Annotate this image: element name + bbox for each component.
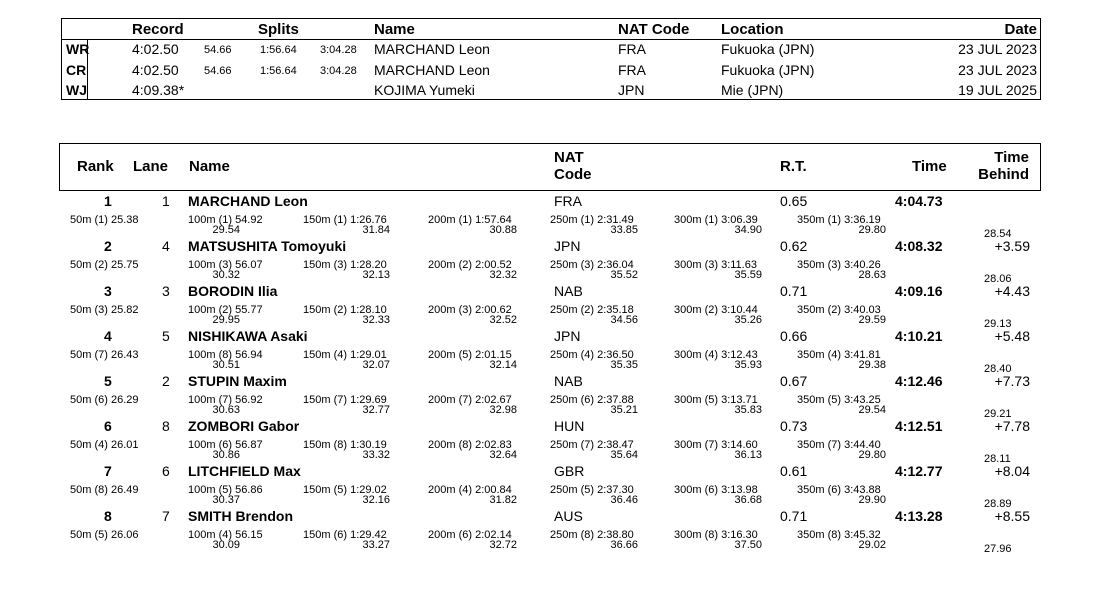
diff-100: 29.95	[212, 314, 240, 326]
diff-300: 36.68	[734, 494, 762, 506]
final-time: 4:12.46	[895, 373, 943, 389]
nat-code: HUN	[554, 418, 585, 434]
header-name: Name	[189, 158, 230, 175]
split-250: 250m (6) 2:37.88	[550, 394, 634, 406]
lane: 2	[162, 373, 170, 389]
diff-200: 30.88	[489, 224, 517, 236]
record-split-1: 54.66	[204, 65, 232, 77]
header-code: Code	[554, 166, 592, 183]
diff-250: 35.21	[610, 404, 638, 416]
rank: 2	[104, 238, 112, 254]
diff-250: 36.66	[610, 539, 638, 551]
rank: 8	[104, 508, 112, 524]
diff-400: 28.06	[984, 273, 1012, 285]
final-time: 4:10.21	[895, 328, 943, 344]
record-date: 23 JUL 2023	[958, 62, 1037, 78]
diff-150: 31.84	[362, 224, 390, 236]
time-behind: +3.59	[994, 238, 1030, 254]
diff-200: 32.98	[489, 404, 517, 416]
split-100: 100m (6) 56.87	[188, 439, 263, 451]
split-50: 50m (1) 25.38	[70, 214, 139, 226]
split-150: 150m (7) 1:29.69	[303, 394, 387, 406]
time-behind: +4.43	[994, 283, 1030, 299]
split-150: 150m (8) 1:30.19	[303, 439, 387, 451]
split-150: 150m (1) 1:26.76	[303, 214, 387, 226]
table-row	[0, 508, 1100, 553]
lane: 1	[162, 193, 170, 209]
diff-100: 29.54	[212, 224, 240, 236]
record-name: KOJIMA Yumeki	[374, 82, 475, 98]
lane: 6	[162, 463, 170, 479]
record-name: MARCHAND Leon	[374, 41, 490, 57]
split-100: 100m (8) 56.94	[188, 349, 263, 361]
diff-350: 29.80	[858, 224, 886, 236]
record-time: 4:02.50	[132, 41, 179, 57]
diff-300: 35.93	[734, 359, 762, 371]
split-200: 200m (3) 2:00.62	[428, 304, 512, 316]
split-200: 200m (5) 2:01.15	[428, 349, 512, 361]
split-100: 100m (5) 56.86	[188, 484, 263, 496]
time-behind: +7.73	[994, 373, 1030, 389]
records-table	[61, 18, 1041, 100]
diff-400: 27.96	[984, 543, 1012, 555]
diff-100: 30.63	[212, 404, 240, 416]
diff-300: 35.83	[734, 404, 762, 416]
nat-code: JPN	[554, 238, 581, 254]
rank: 5	[104, 373, 112, 389]
results-header	[59, 143, 1041, 191]
record-split-3: 3:04.28	[320, 65, 357, 77]
split-250: 250m (2) 2:35.18	[550, 304, 634, 316]
diff-400: 28.89	[984, 498, 1012, 510]
nat-code: AUS	[554, 508, 583, 524]
split-50: 50m (3) 25.82	[70, 304, 139, 316]
split-350: 350m (3) 3:40.26	[797, 259, 881, 271]
record-location: Fukuoka (JPN)	[721, 41, 815, 57]
diff-300: 36.13	[734, 449, 762, 461]
split-200: 200m (6) 2:02.14	[428, 529, 512, 541]
diff-100: 30.37	[212, 494, 240, 506]
record-row-wr	[62, 39, 1040, 59]
table-row	[0, 463, 1100, 508]
diff-150: 33.27	[362, 539, 390, 551]
records-header-splits: Splits	[258, 21, 299, 38]
diff-250: 35.35	[610, 359, 638, 371]
split-100: 100m (2) 55.77	[188, 304, 263, 316]
split-150: 150m (5) 1:29.02	[303, 484, 387, 496]
athlete-name: LITCHFIELD Max	[188, 463, 301, 479]
record-row-wj	[62, 80, 1040, 100]
split-350: 350m (7) 3:44.40	[797, 439, 881, 451]
split-150: 150m (4) 1:29.01	[303, 349, 387, 361]
diff-350: 29.80	[858, 449, 886, 461]
diff-300: 35.26	[734, 314, 762, 326]
nat-code: JPN	[554, 328, 581, 344]
nat-code: GBR	[554, 463, 585, 479]
split-350: 350m (6) 3:43.88	[797, 484, 881, 496]
time-behind: +5.48	[994, 328, 1030, 344]
split-250: 250m (7) 2:38.47	[550, 439, 634, 451]
lane: 3	[162, 283, 170, 299]
lane: 7	[162, 508, 170, 524]
split-250: 250m (3) 2:36.04	[550, 259, 634, 271]
diff-400: 28.11	[984, 453, 1011, 465]
record-row-cr	[62, 60, 1040, 80]
diff-250: 36.46	[610, 494, 638, 506]
reaction-time: 0.73	[780, 418, 808, 434]
split-50: 50m (2) 25.75	[70, 259, 139, 271]
diff-250: 33.85	[610, 224, 638, 236]
final-time: 4:12.77	[895, 463, 943, 479]
rank: 3	[104, 283, 112, 299]
diff-150: 33.32	[362, 449, 390, 461]
split-50: 50m (5) 26.06	[70, 529, 139, 541]
record-location: Mie (JPN)	[721, 82, 784, 98]
diff-300: 37.50	[734, 539, 762, 551]
table-row	[0, 373, 1100, 418]
split-200: 200m (2) 2:00.52	[428, 259, 512, 271]
rank: 6	[104, 418, 112, 434]
split-100: 100m (4) 56.15	[188, 529, 263, 541]
header-time-behind-2: Behind	[978, 166, 1029, 183]
diff-400: 29.13	[984, 318, 1012, 330]
records-header-nat: NAT Code	[618, 21, 690, 38]
diff-150: 32.16	[362, 494, 390, 506]
diff-150: 32.07	[362, 359, 390, 371]
lane: 8	[162, 418, 170, 434]
header-lane: Lane	[133, 158, 169, 175]
diff-100: 30.32	[212, 269, 240, 281]
diff-150: 32.77	[362, 404, 390, 416]
diff-100: 30.09	[212, 539, 240, 551]
diff-350: 29.59	[858, 314, 886, 326]
header-time-behind-1: Time	[994, 149, 1029, 166]
lane: 4	[162, 238, 170, 254]
split-150: 150m (2) 1:28.10	[303, 304, 387, 316]
records-header-name: Name	[374, 21, 415, 38]
rank: 4	[104, 328, 112, 344]
record-location: Fukuoka (JPN)	[721, 62, 815, 78]
lane: 5	[162, 328, 170, 344]
diff-300: 35.59	[734, 269, 762, 281]
diff-400: 29.21	[984, 408, 1012, 420]
athlete-name: STUPIN Maxim	[188, 373, 287, 389]
diff-350: 29.02	[858, 539, 886, 551]
header-nat: NAT	[554, 149, 584, 166]
diff-100: 30.86	[212, 449, 240, 461]
athlete-name: SMITH Brendon	[188, 508, 293, 524]
nat-code: NAB	[554, 373, 583, 389]
athlete-name: NISHIKAWA Asaki	[188, 328, 308, 344]
table-row	[0, 283, 1100, 328]
split-50: 50m (6) 26.29	[70, 394, 139, 406]
final-time: 4:13.28	[895, 508, 943, 524]
split-300: 300m (1) 3:06.39	[674, 214, 758, 226]
diff-200: 31.82	[489, 494, 517, 506]
athlete-name: ZOMBORI Gabor	[188, 418, 300, 434]
record-time: 4:02.50	[132, 62, 179, 78]
diff-350: 29.38	[858, 359, 886, 371]
nat-code: NAB	[554, 283, 583, 299]
diff-200: 32.32	[489, 269, 517, 281]
split-350: 350m (1) 3:36.19	[797, 214, 881, 226]
split-50: 50m (7) 26.43	[70, 349, 139, 361]
diff-150: 32.33	[362, 314, 390, 326]
split-350: 350m (8) 3:45.32	[797, 529, 881, 541]
split-200: 200m (7) 2:02.67	[428, 394, 512, 406]
split-300: 300m (5) 3:13.71	[674, 394, 758, 406]
split-250: 250m (1) 2:31.49	[550, 214, 634, 226]
split-300: 300m (3) 3:11.63	[674, 259, 757, 271]
time-behind: +8.04	[994, 463, 1030, 479]
diff-400: 28.54	[984, 228, 1012, 240]
reaction-time: 0.71	[780, 508, 808, 524]
records-header	[62, 19, 1040, 40]
diff-200: 32.64	[489, 449, 517, 461]
split-200: 200m (4) 2:00.84	[428, 484, 512, 496]
rank: 7	[104, 463, 112, 479]
diff-300: 34.90	[734, 224, 762, 236]
header-rt: R.T.	[780, 158, 807, 175]
reaction-time: 0.65	[780, 193, 808, 209]
record-split-1: 54.66	[204, 44, 232, 56]
diff-350: 29.90	[858, 494, 886, 506]
header-time: Time	[912, 158, 947, 175]
rank: 1	[104, 193, 112, 209]
record-time: 4:09.38*	[132, 82, 185, 98]
record-split-2: 1:56.64	[260, 44, 297, 56]
final-time: 4:12.51	[895, 418, 943, 434]
split-250: 250m (5) 2:37.30	[550, 484, 634, 496]
reaction-time: 0.62	[780, 238, 808, 254]
record-type: WJ	[66, 82, 87, 98]
reaction-time: 0.67	[780, 373, 808, 389]
records-header-record: Record	[132, 21, 184, 38]
record-type: CR	[66, 62, 87, 78]
athlete-name: MATSUSHITA Tomoyuki	[188, 238, 347, 254]
diff-100: 30.51	[212, 359, 240, 371]
split-300: 300m (7) 3:14.60	[674, 439, 758, 451]
record-date: 19 JUL 2025	[958, 82, 1037, 98]
split-300: 300m (6) 3:13.98	[674, 484, 758, 496]
diff-250: 35.64	[610, 449, 638, 461]
split-100: 100m (3) 56.07	[188, 259, 263, 271]
split-100: 100m (1) 54.92	[188, 214, 263, 226]
record-split-2: 1:56.64	[260, 65, 297, 77]
record-type: WR	[66, 41, 90, 57]
diff-250: 34.56	[610, 314, 638, 326]
final-time: 4:08.32	[895, 238, 943, 254]
split-350: 350m (2) 3:40.03	[797, 304, 881, 316]
record-date: 23 JUL 2023	[958, 41, 1037, 57]
split-200: 200m (1) 1:57.64	[428, 214, 512, 226]
split-150: 150m (3) 1:28.20	[303, 259, 387, 271]
header-rank: Rank	[77, 158, 114, 175]
table-row	[0, 328, 1100, 373]
split-300: 300m (4) 3:12.43	[674, 349, 758, 361]
table-row	[0, 238, 1100, 283]
diff-200: 32.72	[489, 539, 517, 551]
diff-350: 29.54	[858, 404, 886, 416]
split-300: 300m (2) 3:10.44	[674, 304, 758, 316]
split-350: 350m (4) 3:41.81	[797, 349, 881, 361]
split-200: 200m (8) 2:02.83	[428, 439, 512, 451]
split-350: 350m (5) 3:43.25	[797, 394, 881, 406]
final-time: 4:09.16	[895, 283, 943, 299]
diff-400: 28.40	[984, 363, 1012, 375]
split-250: 250m (8) 2:38.80	[550, 529, 634, 541]
split-50: 50m (8) 26.49	[70, 484, 139, 496]
records-header-date: Date	[1004, 21, 1037, 38]
record-nat: FRA	[618, 41, 646, 57]
athlete-name: MARCHAND Leon	[188, 193, 308, 209]
diff-150: 32.13	[362, 269, 390, 281]
diff-350: 28.63	[858, 269, 886, 281]
nat-code: FRA	[554, 193, 582, 209]
time-behind: +7.78	[994, 418, 1030, 434]
reaction-time: 0.66	[780, 328, 808, 344]
table-row	[0, 418, 1100, 463]
table-row	[0, 193, 1100, 238]
diff-250: 35.52	[610, 269, 638, 281]
reaction-time: 0.61	[780, 463, 808, 479]
time-behind: +8.55	[994, 508, 1030, 524]
athlete-name: BORODIN Ilia	[188, 283, 278, 299]
records-header-location: Location	[721, 21, 784, 38]
record-split-3: 3:04.28	[320, 44, 357, 56]
split-150: 150m (6) 1:29.42	[303, 529, 387, 541]
reaction-time: 0.71	[780, 283, 808, 299]
split-250: 250m (4) 2:36.50	[550, 349, 634, 361]
split-100: 100m (7) 56.92	[188, 394, 263, 406]
diff-200: 32.14	[489, 359, 517, 371]
record-name: MARCHAND Leon	[374, 62, 490, 78]
final-time: 4:04.73	[895, 193, 943, 209]
record-nat: JPN	[618, 82, 645, 98]
record-nat: FRA	[618, 62, 646, 78]
split-300: 300m (8) 3:16.30	[674, 529, 758, 541]
split-50: 50m (4) 26.01	[70, 439, 139, 451]
diff-200: 32.52	[489, 314, 517, 326]
